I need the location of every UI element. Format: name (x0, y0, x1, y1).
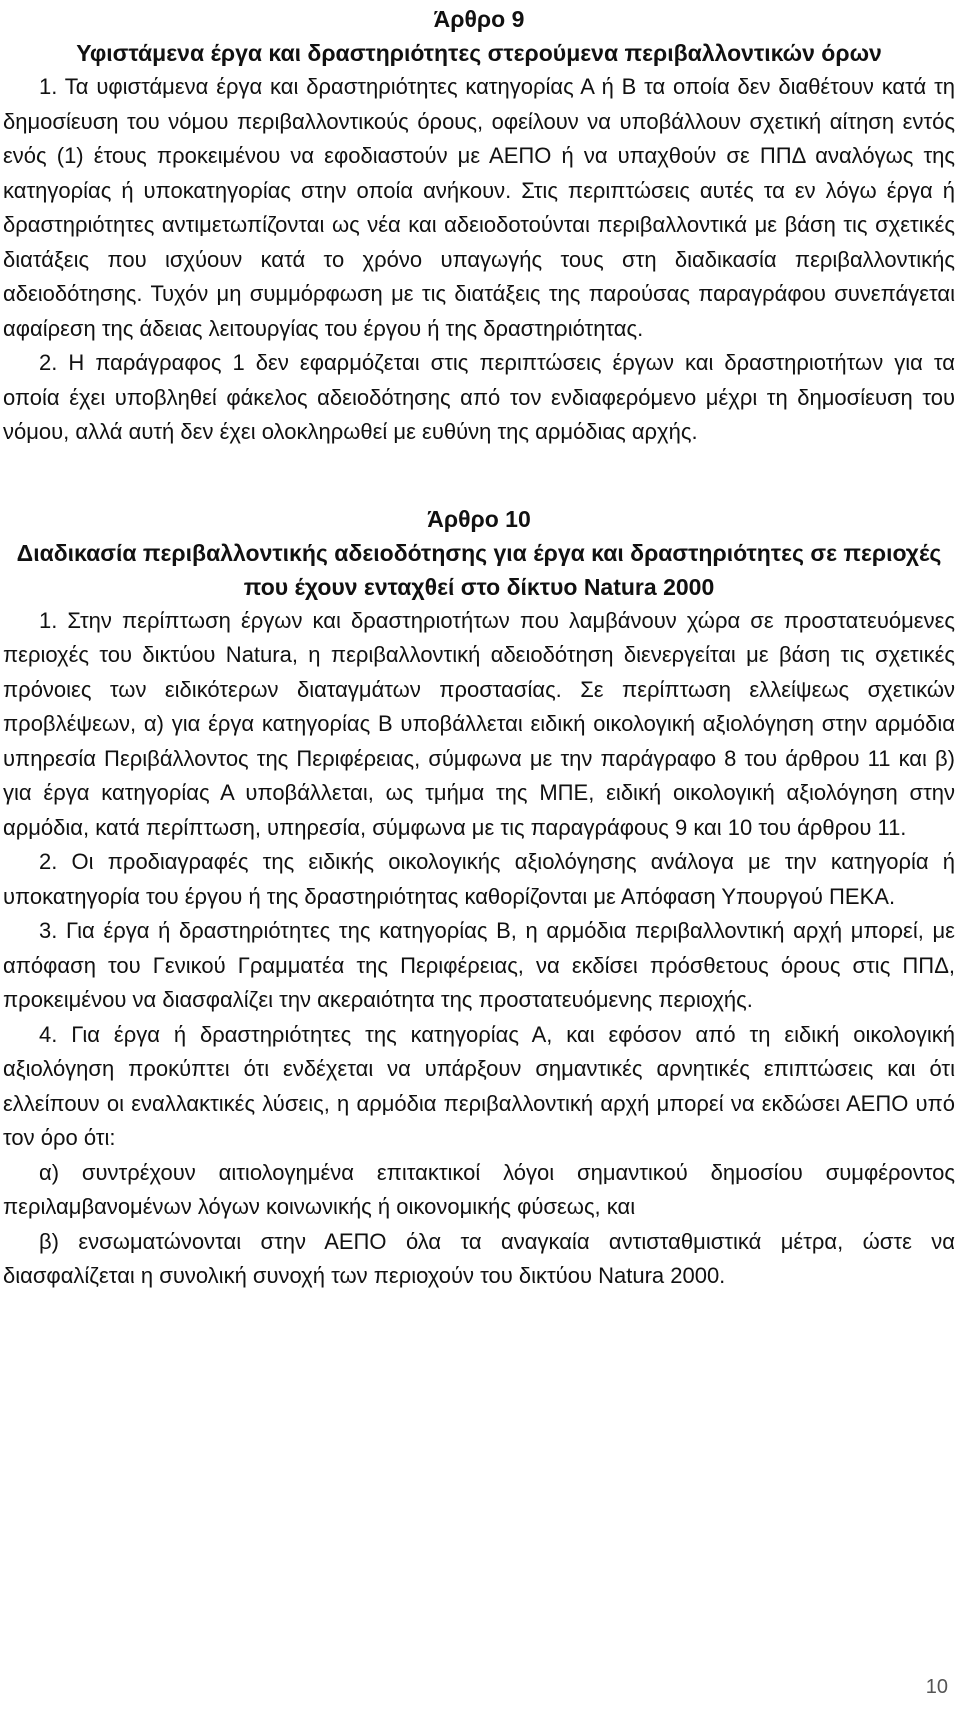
article-9-number: Άρθρο 9 (433, 6, 525, 32)
article-10-item-a: α) συντρέχουν αιτιολογημένα επιτακτικοί λόγοι σημαντικού δημοσίου συμφέροντος περιλαμβανομένων λόγων κοινωνικής ή οικονομικής φύσεως, και (3, 1159, 955, 1219)
article-10-item-b: β) ενσωματώνονται στην ΑΕΠΟ όλα τα αναγκαία αντισταθμιστικά μέτρα, ώστε να διασφαλίζεται η συνολική συνοχή των περιοχούν του δικτύου Natura 2000. (3, 1228, 955, 1288)
article-9-paragraph-1: 1. Τα υφιστάμενα έργα και δραστηριότητες κατηγορίας Α ή Β τα οποία δεν διαθέτουν κατά τη δημοσίευση του νόμου περιβαλλοντικούς όρους, οφείλουν να υποβάλλουν σχετική αίτηση εντός ενός (1) έτους προκειμένου να εφοδιαστούν με ΑΕΠΟ ή να υπαχθούν σε ΠΠΔ αναλόγως της κατηγορίας ή υποκατηγορίας στην οποία ανήκουν. Στις περιπτώσεις αυτές τα εν λόγω έργα ή δραστηριότητες αντιμετωπίζονται ως νέα και αδειοδοτούνται περιβαλλοντικά με βάση τις σχετικές διατάξεις που ισχύουν κατά το χρόνο υπαγωγής τους στη διαδικασία περιβαλλοντικής αδειοδότησης. Τυχόν μη συμμόρφωση με τις διατάξεις της παρούσας παραγράφου συνεπάγεται αφαίρεση της άδειας λειτουργίας του έργου ή της δραστηριότητας. (3, 74, 955, 341)
page-content (3, 0, 955, 1294)
article-9-paragraph-2: 2. Η παράγραφος 1 δεν εφαρμόζεται στις περιπτώσεις έργων και δραστηριοτήτων για τα οποία έχει υποβληθεί φάκελος αδειοδότησης από τον ενδιαφερόμενο μέχρι τη δημοσίευση του νόμου, αλλά αυτή δεν έχει ολοκληρωθεί με ευθύνη της αρμόδιας αρχής. (3, 350, 955, 444)
article-10-number: Άρθρο 10 (427, 505, 531, 532)
page-number: 10 (925, 1676, 948, 1698)
article-10-paragraph-2: 2. Οι προδιαγραφές της ειδικής οικολογικής αξιολόγησης ανάλογα με την κατηγορία ή υποκατηγορία του έργου ή της δραστηριότητας καθορίζονται με Απόφαση Υπουργού ΠΕΚΑ. (3, 849, 955, 909)
article-10-paragraph-1: 1. Στην περίπτωση έργων και δραστηριοτήτων που λαμβάνουν χώρα σε προστατευόμενες περιοχές του δικτύου Natura, η περιβαλλοντική αδειοδότηση διενεργείται με βάση τις σχετικές πρόνοιες των ειδικότερων διαταγμάτων προστασίας. Σε περίπτωση ελλείψεως σχετικών προβλέψεων, α) για έργα κατηγορίας Β υποβάλλεται ειδική οικολογική αξιολόγηση στην αρμόδια υπηρεσία Περιβάλλοντος της Περιφέρειας, σύμφωνα με την παράγραφο 8 του άρθρου 11 και β) για έργα κατηγορίας Α υποβάλλεται, ως τμήμα της ΜΠΕ, ειδική οικολογική αξιολόγηση στην αρμόδια, κατά περίπτωση, υπηρεσία, σύμφωνα με τις παραγράφους 9 και 10 του άρθρου 11. (3, 607, 955, 840)
article-10-paragraph-4: 4. Για έργα ή δραστηριότητες της κατηγορίας Α, και εφόσον από τη ειδική οικολογική αξιολόγηση προκύπτει ότι ενδέχεται να υπάρξουν σημαντικές αρνητικές επιπτώσεις και ότι ελλείπουν οι εναλλακτικές λύσεις, η αρμόδια περιβαλλοντική αρχή μπορεί να εκδώσει ΑΕΠΟ υπό τον όρο ότι: (3, 1021, 955, 1150)
article-10-paragraph-3: 3. Για έργα ή δραστηριότητες της κατηγορίας Β, η αρμόδια περιβαλλοντική αρχή μπορεί, με απόφαση του Γενικού Γραμματέα της Περιφέρειας, να εκδίσει πρόσθετους όρους στις ΠΠΔ, προκειμένου να διασφαλίζει την ακεραιότητα της προστατευόμενης περιοχής. (3, 918, 955, 1012)
article-10-title: Διαδικασία περιβαλλοντικής αδειοδότησης για έργα και δραστηριότητες σε περιοχές που έχουν ενταχθεί στο δίκτυο Natura 2000 (16, 539, 942, 600)
article-9-section (3, 2, 955, 450)
article-10-section (3, 502, 955, 1294)
article-9-title: Υφιστάμενα έργα και δραστηριότητες στερούμενα περιβαλλοντικών όρων (76, 40, 882, 66)
